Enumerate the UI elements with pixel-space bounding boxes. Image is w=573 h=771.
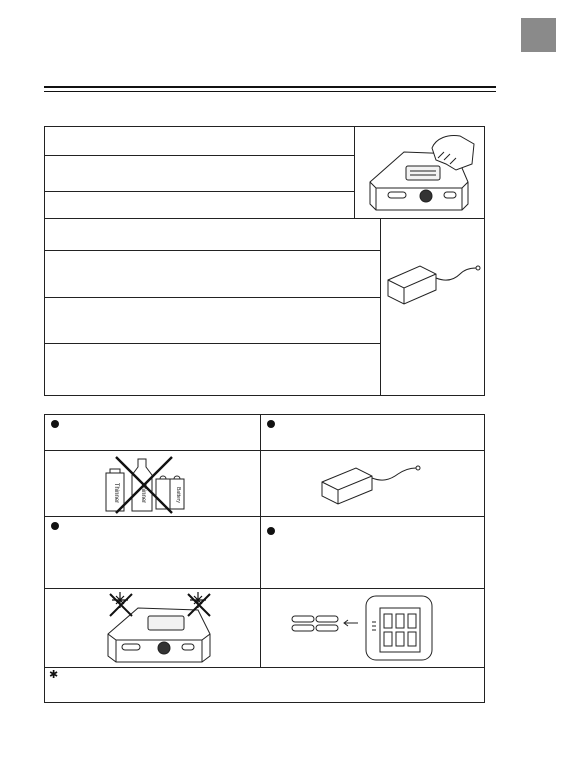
battery-label: Battery: [175, 487, 181, 503]
monitor-hazard-illustration: [102, 590, 218, 666]
table1-row-line: [44, 191, 355, 192]
title-rule-thin: [44, 91, 496, 92]
bullet-icon: [267, 527, 275, 535]
bullet-icon: [51, 420, 59, 428]
table1-row-line: [44, 343, 381, 344]
table1-row-line: [44, 297, 381, 298]
table1-row-line: [44, 155, 355, 156]
crossed-out-bottle-and-batteries-illustration: [100, 453, 190, 515]
hand-pressing-monitor-illustration: [364, 130, 480, 216]
adapter-illustration: [384, 256, 482, 308]
adapter-illustration: [318, 458, 422, 508]
bullet-icon: [267, 420, 275, 428]
title-rule: [44, 86, 496, 88]
table1-row-line: [44, 250, 381, 251]
table1-divider: [380, 218, 381, 396]
table1-divider: [354, 126, 355, 218]
table2-row-line: [44, 516, 485, 517]
bottle-label: Thinner: [113, 482, 119, 504]
table2-row-line: [44, 667, 485, 668]
table2-row-line: [44, 450, 485, 451]
table1-row-line: [44, 218, 485, 219]
footnote-symbol: ✱: [49, 669, 59, 681]
table2-row-line: [44, 588, 485, 589]
section-tab: [521, 18, 556, 52]
bullet-icon: [51, 522, 59, 530]
batteries-insertion-illustration: [286, 592, 436, 664]
table2-divider: [260, 414, 261, 668]
bottle-label-2: Thinner: [140, 482, 146, 504]
